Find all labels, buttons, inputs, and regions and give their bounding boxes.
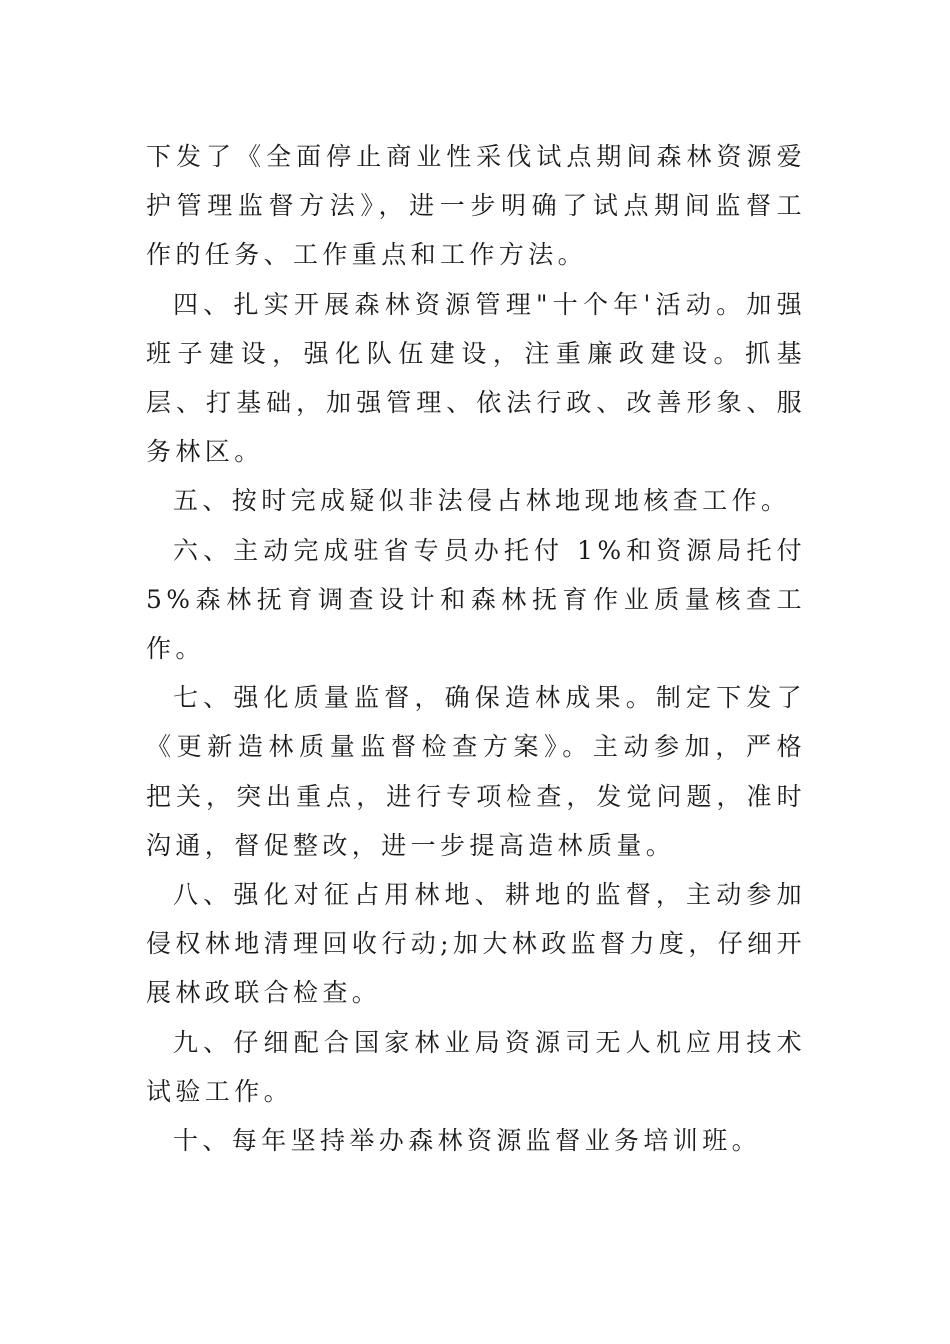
paragraph-item-6: 六、主动完成驻省专员办托付 1%和资源局托付 5%森林抚育调查设计和森林抚育作业质量核查工作。	[146, 535, 806, 664]
paragraph-item-7: 七、强化质量监督，确保造林成果。制定下发了《更新造林质量监督检查方案》。主动参加，严格把关，突出重点，进行专项检查，发觉问题，准时沟通，督促整改，进一步提高造林质量。	[146, 683, 806, 860]
paragraph-item-10: 十、每年坚持举办森林资源监督业务培训班。	[173, 1126, 762, 1156]
document-body	[146, 132, 806, 1165]
paragraph-item-5: 五、按时完成疑似非法侵占林地现地核查工作。	[173, 486, 791, 516]
paragraph-item-8: 八、强化对征占用林地、耕地的监督，主动参加侵权林地清理回收行动;加大林政监督力度，仔细开展林政联合检查。	[146, 880, 806, 1008]
paragraph-item-9: 九、仔细配合国家林业局资源司无人机应用技术试验工作。	[146, 1027, 806, 1106]
paragraph-item-4: 四、扎实开展森林资源管理"十个年'活动。加强班子建设，强化队伍建设，注重廉政建设。抓基层、打基础，加强管理、依法行政、改善形象、服务林区。	[146, 289, 806, 467]
paragraph-continuation: 下发了《全面停止商业性采伐试点期间森林资源爱护管理监督方法》，进一步明确了试点期间监督工作的任务、工作重点和工作方法。	[146, 142, 806, 270]
